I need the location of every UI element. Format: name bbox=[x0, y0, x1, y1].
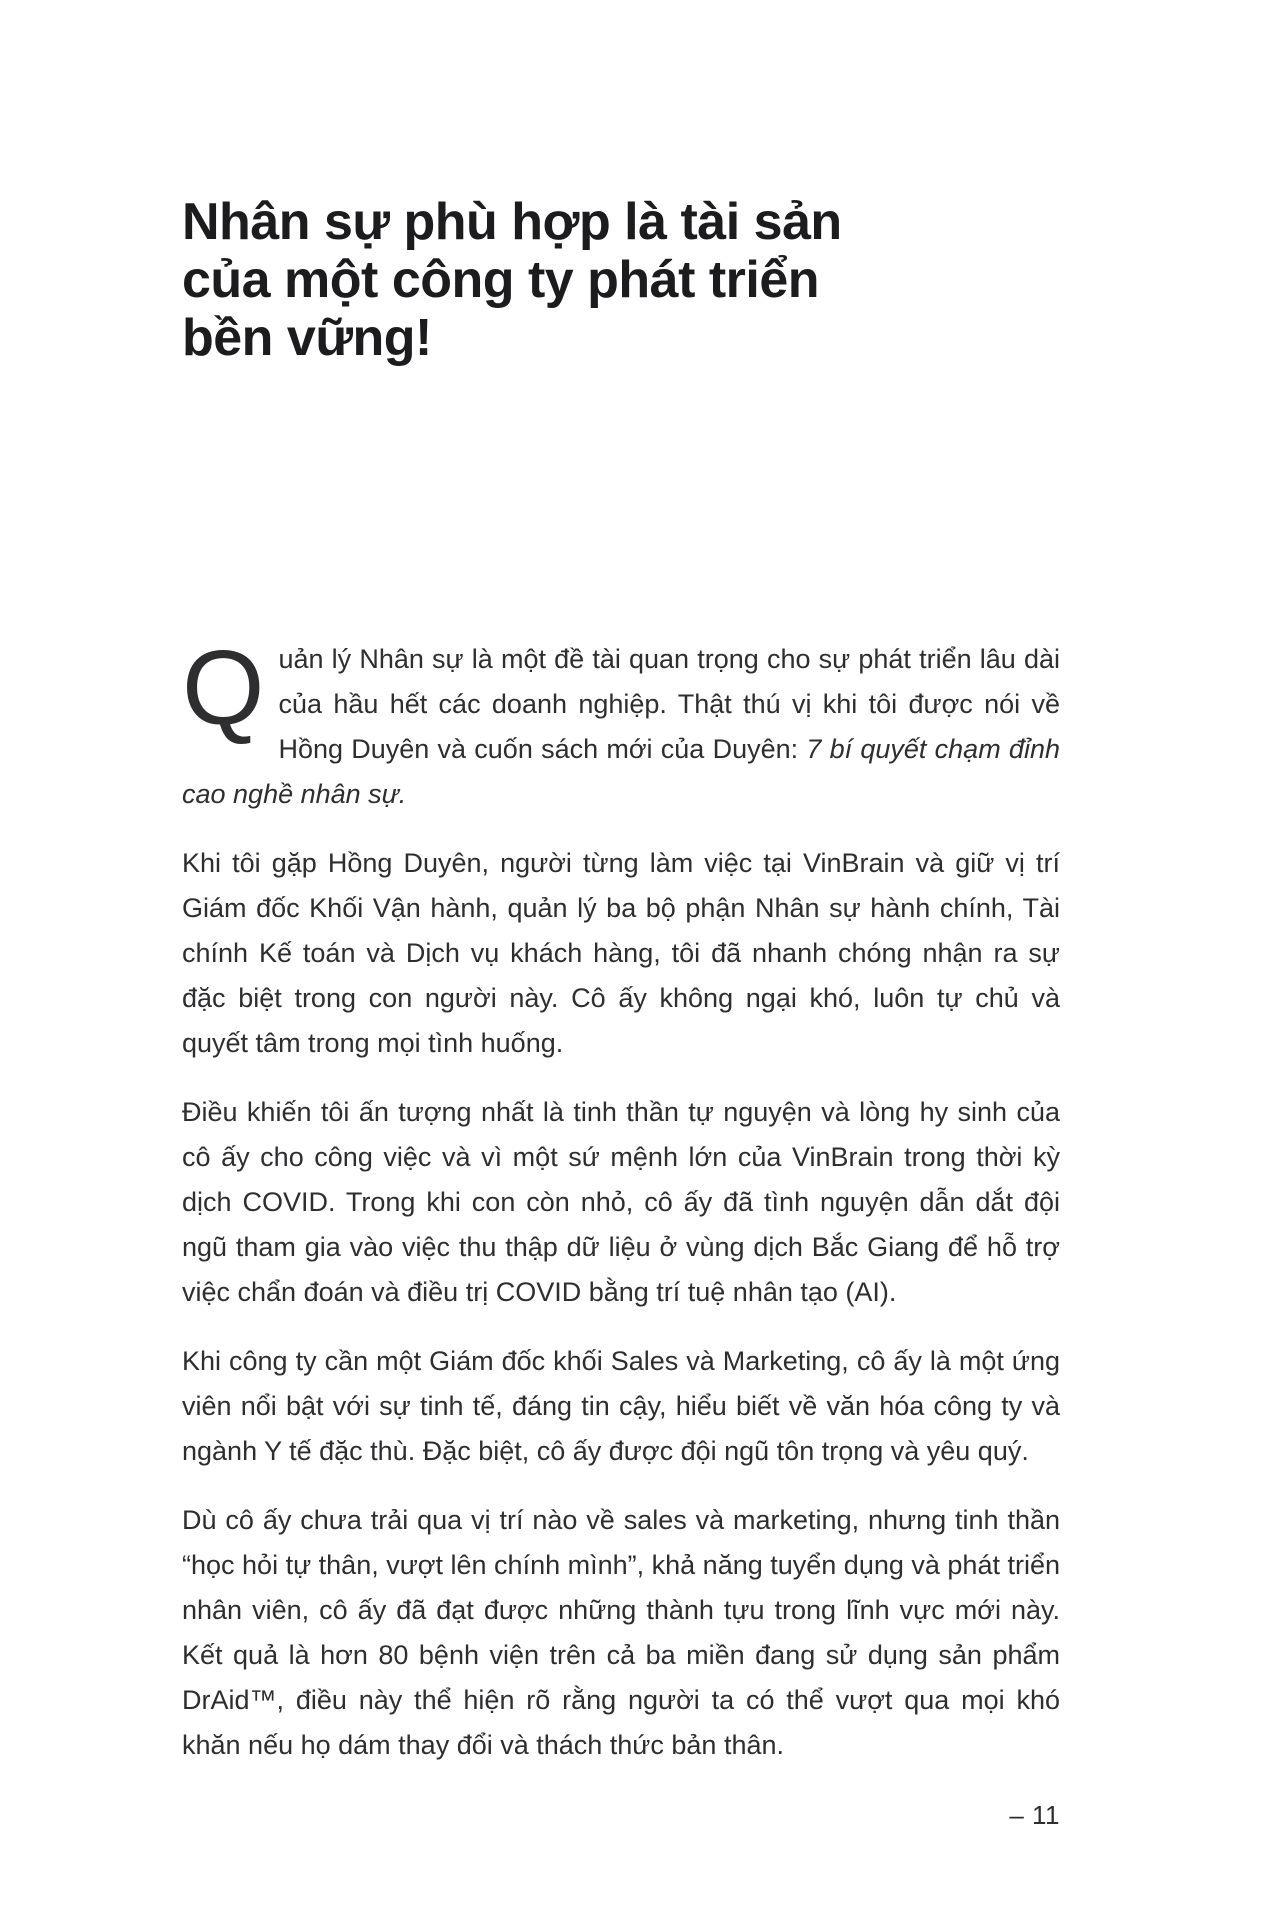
intro-paragraph-text: uản lý Nhân sự là một đề tài quan trọng cho sự phát triển lâu dài của hầu hết các doanh nghiệp. Thật thú vị khi tôi được nói về Hồng Duyên và cuốn sách mới của Duyên: bbox=[278, 644, 1060, 764]
book-title-reference: 7 bí quyết chạm đỉnh cao nghề nhân sự. bbox=[182, 734, 1060, 809]
paragraph-4: Dù cô ấy chưa trải qua vị trí nào về sales và marketing, nhưng tinh thần “học hỏi tự thân, vượt lên chính mình”, khả năng tuyển dụng và phát triển nhân viên, cô ấy đã đạt được những thành tựu trong lĩnh vực mới này. Kết quả là hơn 80 bệnh viện trên cả ba miền đang sử dụng sản phẩm DrAid™, điều này thể hiện rõ rằng người ta có thể vượt qua mọi khó khăn nếu họ dám thay đổi và thách thức bản thân. bbox=[182, 1505, 1060, 1760]
chapter-title-line-2: của một công ty phát triển bbox=[182, 251, 820, 309]
paragraph-3: Khi công ty cần một Giám đốc khối Sales và Marketing, cô ấy là một ứng viên nổi bật với sự tinh tế, đáng tin cậy, hiểu biết về văn hóa công ty và ngành Y tế đặc thù. Đặc biệt, cô ấy được đội ngũ tôn trọng và yêu quý. bbox=[182, 1346, 1060, 1466]
paragraph-1: Khi tôi gặp Hồng Duyên, người từng làm việc tại VinBrain và giữ vị trí Giám đốc Khối Vận hành, quản lý ba bộ phận Nhân sự hành chính, Tài chính Kế toán và Dịch vụ khách hàng, tôi đã nhanh chóng nhận ra sự đặc biệt trong con người này. Cô ấy không ngại khó, luôn tự chủ và quyết tâm trong mọi tình huống. bbox=[182, 848, 1060, 1058]
chapter-title bbox=[182, 0, 1060, 367]
paragraph-2: Điều khiến tôi ấn tượng nhất là tinh thần tự nguyện và lòng hy sinh của cô ấy cho công việc và vì một sứ mệnh lớn của VinBrain trong thời kỳ dịch COVID. Trong khi con còn nhỏ, cô ấy đã tình nguyện dẫn dắt đội ngũ tham gia vào việc thu thập dữ liệu ở vùng dịch Bắc Giang để hỗ trợ việc chẩn đoán và điều trị COVID bằng trí tuệ nhân tạo (AI). bbox=[182, 1097, 1060, 1307]
dropcap-letter: Q bbox=[182, 629, 265, 747]
page-content bbox=[182, 0, 1060, 1831]
chapter-title-line-1: Nhân sự phù hợp là tài sản bbox=[182, 193, 842, 251]
chapter-title-line-3: bền vững! bbox=[182, 309, 432, 367]
page-number: – 11 bbox=[1009, 1800, 1060, 1830]
intro-paragraph bbox=[182, 629, 1060, 817]
